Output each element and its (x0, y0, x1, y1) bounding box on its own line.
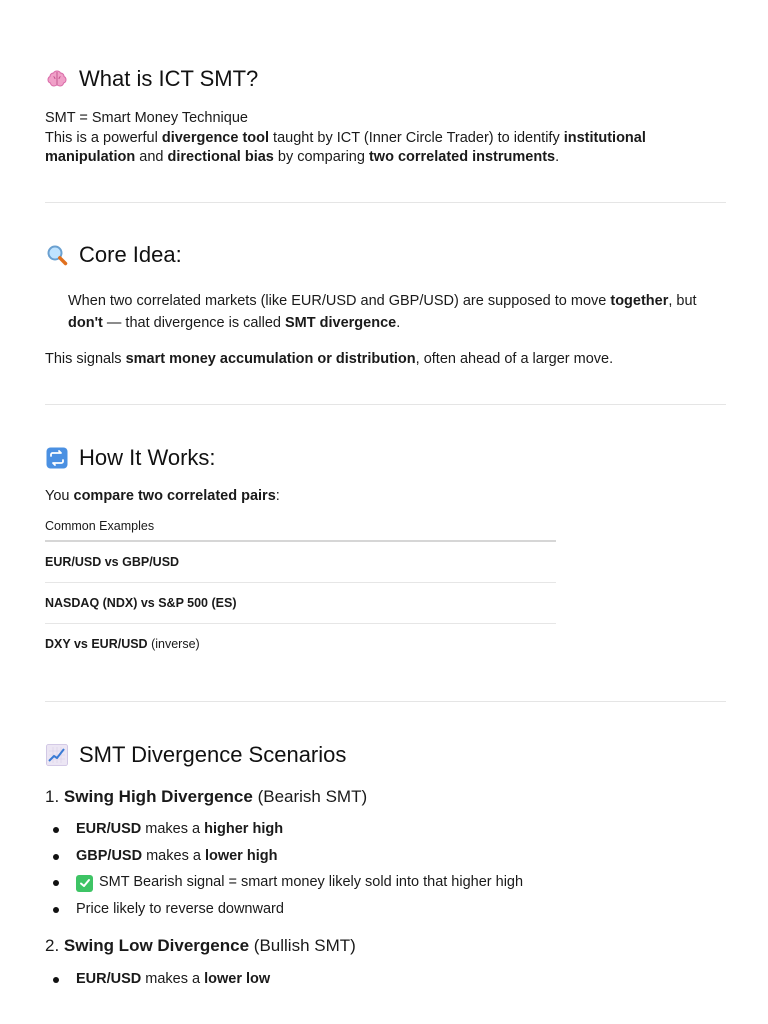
section-title: What is ICT SMT? (79, 66, 259, 91)
swing-low-list (45, 966, 726, 993)
section-heading-what-is-smt (45, 66, 726, 92)
section-heading-core-idea (45, 242, 726, 268)
divider (45, 701, 726, 702)
brain-icon (45, 67, 69, 91)
divider (45, 404, 726, 405)
list-item: Price likely to reverse downward (45, 896, 726, 923)
section-title: SMT Divergence Scenarios (79, 742, 347, 767)
table-header: Common Examples (45, 519, 556, 541)
list-item: EUR/USD makes a lower low (45, 966, 726, 993)
chart-increasing-icon (45, 743, 69, 767)
scenario-heading-swing-high: 1. Swing High Divergence (Bearish SMT) (45, 787, 368, 806)
section-heading-how-it-works (45, 445, 726, 471)
signal-paragraph: This signals smart money accumulation or distribution, often ahead of a larger move. (45, 351, 614, 367)
magnifier-icon (45, 243, 69, 267)
table-row: NASDAQ (NDX) vs S&P 500 (ES) (45, 583, 556, 624)
list-item: SMT Bearish signal = smart money likely sold into that higher high (45, 869, 726, 896)
examples-table (45, 519, 556, 664)
divider (45, 202, 726, 203)
check-mark-icon (76, 875, 93, 892)
smt-definition: SMT = Smart Money Technique (45, 110, 248, 126)
section-heading-scenarios (45, 742, 726, 768)
compare-intro: You compare two correlated pairs: (45, 488, 280, 504)
section-title: Core Idea: (79, 242, 182, 267)
list-item: GBP/USD makes a lower high (45, 843, 726, 870)
table-row: EUR/USD vs GBP/USD (45, 541, 556, 583)
scenario-heading-swing-low: 2. Swing Low Divergence (Bullish SMT) (45, 936, 356, 955)
section-title: How It Works: (79, 445, 216, 470)
swing-high-list (45, 816, 726, 922)
core-idea-quote: When two correlated markets (like EUR/USD and GBP/USD) are supposed to move together, but don't — that divergence is called SMT divergence. (68, 293, 697, 331)
repeat-icon (45, 446, 69, 470)
intro-paragraph: This is a powerful divergence tool taught by ICT (Inner Circle Trader) to identify institutional manipulation and directional bias by comparing two correlated instruments. (45, 129, 646, 165)
list-item: EUR/USD makes a higher high (45, 816, 726, 843)
table-row: DXY vs EUR/USD (inverse) (45, 637, 200, 651)
